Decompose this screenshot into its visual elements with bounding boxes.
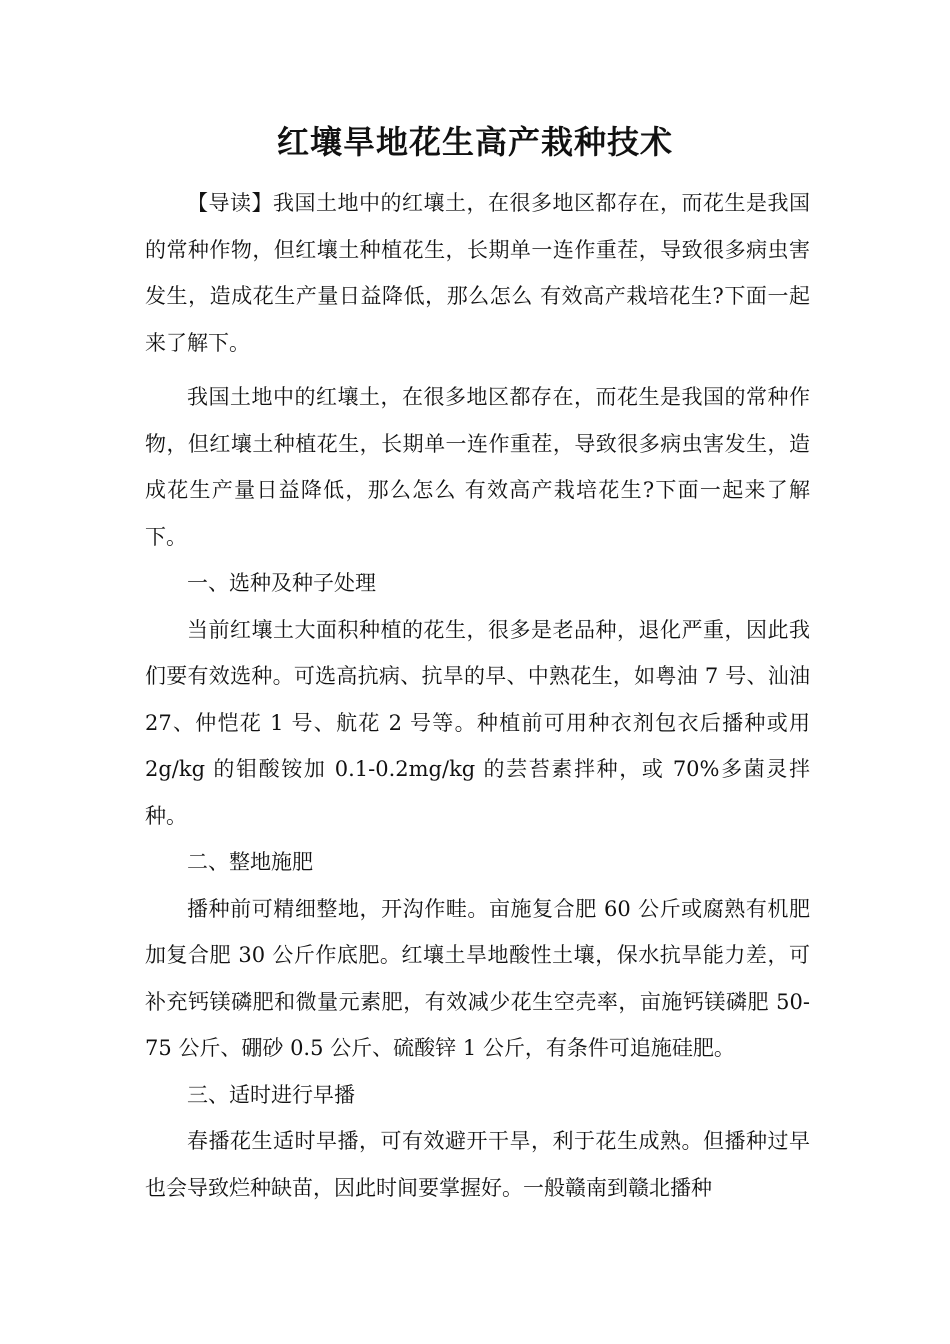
body-paragraph: 当前红壤土大面积种植的花生，很多是老品种，退化严重，因此我们要有效选种。可选高抗病、抗旱的早、中熟花生，如粤油 7 号、汕油 27、仲恺花 1 号、航花 2 号等。种植前可用种衣剂包衣后播种或用 2g/kg 的钼酸铵加 0.1-0.2mg/kg 的芸苔素拌种，或 70%多菌灵拌种。 xyxy=(145,617,810,828)
document-title: 红壤旱地花生高产栽种技术 xyxy=(276,123,673,161)
section-heading-seed-selection: 一、选种及种子处理 xyxy=(187,571,376,595)
body-paragraph: 我国土地中的红壤土，在很多地区都存在，而花生是我国的常种作物，但红壤土种植花生，长期单一连作重茬，导致很多病虫害发生，造成花生产量日益降低，那么怎么 有效高产栽培花生?下面一起来了解下。 xyxy=(145,385,810,549)
body-paragraph: 春播花生适时早播，可有效避开干旱，利于花生成熟。但播种过早也会导致烂种缺苗，因此时间要掌握好。一般赣南到赣北播种 xyxy=(145,1129,810,1200)
body-paragraph: 播种前可精细整地，开沟作畦。亩施复合肥 60 公斤或腐熟有机肥加复合肥 30 公斤作底肥。红壤土旱地酸性土壤，保水抗旱能力差，可补充钙镁磷肥和微量元素肥，有效减少花生空壳率，亩施钙镁磷肥 50-75 公斤、硼砂 0.5 公斤、硫酸锌 1 公斤，有条件可追施硅肥。 xyxy=(145,896,810,1060)
intro-paragraph: 【导读】我国土地中的红壤土，在很多地区都存在，而花生是我国的常种作物，但红壤土种植花生，长期单一连作重茬，导致很多病虫害发生，造成花生产量日益降低，那么怎么 有效高产栽培花生?下面一起来了解下。 xyxy=(145,191,810,355)
document-body xyxy=(145,180,810,1211)
section-heading-soil-fertilizer: 二、整地施肥 xyxy=(187,850,313,874)
section-heading-early-sowing: 三、适时进行早播 xyxy=(187,1082,355,1107)
